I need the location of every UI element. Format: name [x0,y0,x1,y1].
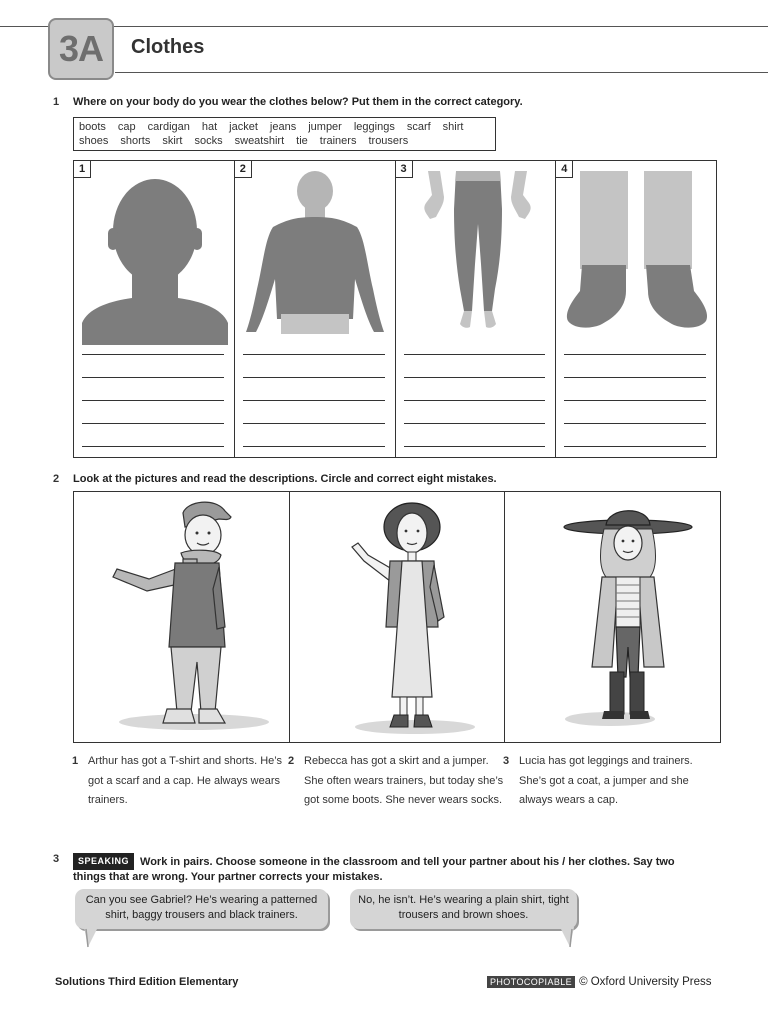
picture-lucia [505,492,720,742]
speech-bubble-answer [350,889,577,929]
bubble-tail-icon [84,927,100,949]
feet-silhouette-icon [562,169,712,339]
picture-arthur [74,492,290,742]
word: jumper [308,121,342,133]
category-number: 3 [396,161,413,178]
answer-line[interactable] [82,423,224,424]
answer-line[interactable] [564,354,706,355]
answer-line[interactable] [82,400,224,401]
bubble-text: Can you see Gabriel? He’s wearing a patterned shirt, baggy trousers and black trainers. [85,894,318,921]
description-number: 1 [72,755,79,767]
answer-line[interactable] [404,354,546,355]
category-head [74,161,235,457]
unit-badge: 3A [48,18,114,80]
title-rule [115,72,768,73]
word: shoes [79,135,109,147]
answer-line[interactable] [404,377,546,378]
exercise-1-number: 1 [53,96,60,108]
bubble-text: No, he isn’t. He’s wearing a plain shirt, tight trousers and brown shoes. [358,894,569,921]
category-number: 1 [74,161,91,178]
girl-illustration-icon [540,497,710,737]
copyright [487,976,712,988]
picture-rebecca [290,492,506,742]
description-text: Lucia has got leggings and trainers. She’s got a coat, a jumper and she always wears a cap. [519,755,693,806]
description-1 [72,752,288,811]
answer-line[interactable] [243,423,385,424]
word: shorts [120,135,151,147]
torso-silhouette-icon [243,169,388,349]
exercise-3-number: 3 [53,853,60,865]
word: boots [79,121,106,133]
word: sweatshirt [234,135,285,147]
word: leggings [353,121,395,133]
description-2 [288,752,504,811]
answer-line[interactable] [404,400,546,401]
exercise-3-text: Work in pairs. Choose someone in the classroom and tell your partner about his / her clothes. Say two things that are wrong. Your partner corrects your mistakes. [73,856,675,883]
category-number: 2 [235,161,252,178]
answer-line[interactable] [404,423,546,424]
character-pictures [73,491,721,743]
description-3 [503,752,719,811]
category-number: 4 [556,161,573,178]
answer-line[interactable] [82,377,224,378]
word-box [73,117,496,151]
word: skirt [162,135,183,147]
word: trousers [368,135,409,147]
answer-line[interactable] [82,354,224,355]
exercise-3-instruction [73,853,703,885]
description-number: 3 [503,755,510,767]
answer-line[interactable] [243,400,385,401]
word: tie [296,135,308,147]
answer-line[interactable] [82,446,224,447]
word: shirt [442,121,464,133]
answer-line[interactable] [564,423,706,424]
page-title: Clothes [131,36,205,58]
category-upper-body [235,161,396,457]
exercise-2-number: 2 [53,473,60,485]
category-feet [556,161,716,457]
word-row-1 [79,120,490,134]
head-silhouette-icon [80,173,230,348]
category-grid [73,160,717,458]
speaking-badge: SPEAKING [73,853,134,870]
boy-illustration-icon [99,497,269,737]
description-number: 2 [288,755,295,767]
exercise-1-instruction: Where on your body do you wear the clothes below? Put them in the correct category. [73,96,523,108]
word: scarf [406,121,431,133]
book-title: Solutions Third Edition Elementary [55,976,239,988]
description-text: Rebecca has got a skirt and a jumper. She often wears trainers, but today she’s got some boots. She never wears socks. [304,755,504,806]
answer-line[interactable] [564,377,706,378]
answer-line[interactable] [243,377,385,378]
answer-line[interactable] [243,446,385,447]
photocopiable-badge: PHOTOCOPIABLE [487,976,575,988]
word: cap [117,121,136,133]
publisher: © Oxford University Press [579,976,712,988]
description-text: Arthur has got a T-shirt and shorts. He’s got a scarf and a cap. He always wears trainers. [88,755,283,806]
legs-silhouette-icon [420,169,535,344]
answer-line[interactable] [564,400,706,401]
word: socks [194,135,223,147]
word: cardigan [147,121,190,133]
word: hat [201,121,218,133]
bubble-tail-icon [558,927,574,949]
woman-illustration-icon [320,497,490,737]
word: trainers [319,135,357,147]
answer-line[interactable] [404,446,546,447]
word-row-2 [79,134,490,148]
word: jacket [229,121,258,133]
category-legs [396,161,557,457]
answer-line[interactable] [564,446,706,447]
answer-line[interactable] [243,354,385,355]
word: jeans [269,121,297,133]
exercise-2-instruction: Look at the pictures and read the descriptions. Circle and correct eight mistakes. [73,473,497,485]
speech-bubble-question [75,889,328,929]
top-rule [0,26,768,27]
